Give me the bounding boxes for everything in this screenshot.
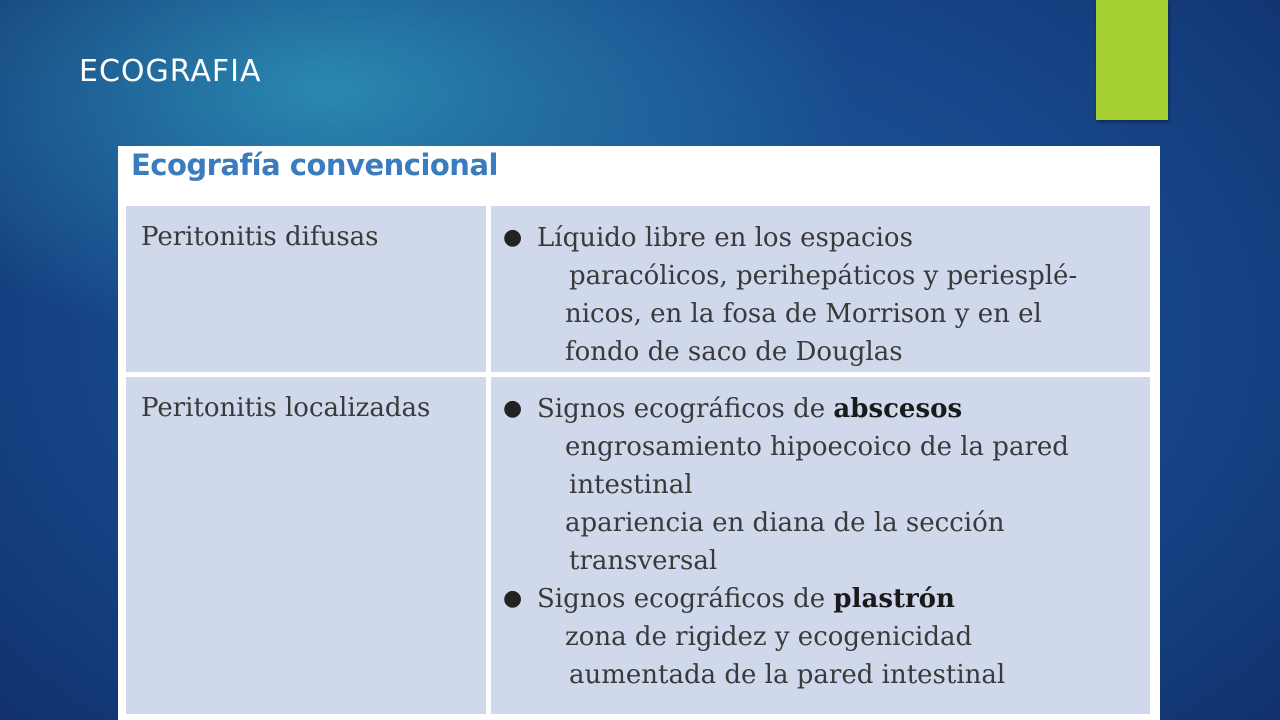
- bullet-item: [503, 219, 1140, 257]
- bullet-text: [537, 580, 955, 618]
- continuation-line: zona de rigidez y ecogenicidad: [565, 622, 973, 652]
- bullet-text-bold: abscesos: [833, 394, 963, 424]
- bullet-text: [537, 390, 962, 428]
- row-label: Peritonitis localizadas: [126, 377, 486, 714]
- slide-title: ECOGRAFIA: [79, 54, 262, 89]
- bullet-icon: ●: [503, 586, 523, 611]
- document-heading: Ecografía convencional: [131, 148, 498, 182]
- continuation-line: transversal: [569, 546, 718, 576]
- table-row: [126, 377, 1150, 714]
- continuation-line: fondo de saco de Douglas: [565, 337, 903, 367]
- row-content: [491, 206, 1150, 372]
- accent-bar: [1096, 0, 1168, 120]
- bullet-text-prefix: Signos ecográficos de: [537, 584, 834, 614]
- findings-table: [126, 206, 1150, 719]
- continuation-line: aumentada de la pared intestinal: [569, 660, 1006, 690]
- bullet-text-bold: plastrón: [833, 584, 955, 614]
- bullet-icon: ●: [503, 396, 523, 421]
- continuation-line: intestinal: [569, 470, 693, 500]
- document-image: [118, 146, 1160, 720]
- bullet-text-prefix: Signos ecográficos de: [537, 394, 834, 424]
- bullet-text: Líquido libre en los espacios: [537, 223, 913, 253]
- bullet-item: [503, 390, 1140, 428]
- continuation-line: nicos, en la fosa de Morrison y en el: [565, 299, 1042, 329]
- row-label: Peritonitis difusas: [126, 206, 486, 372]
- continuation-line: apariencia en diana de la sección: [565, 508, 1005, 538]
- bullet-icon: ●: [503, 225, 523, 250]
- row-content: [491, 377, 1150, 714]
- continuation-line: paracólicos, perihepáticos y periesplé-: [569, 261, 1078, 291]
- table-row: [126, 206, 1150, 372]
- bullet-item: [503, 580, 1140, 618]
- continuation-line: engrosamiento hipoecoico de la pared: [565, 432, 1069, 462]
